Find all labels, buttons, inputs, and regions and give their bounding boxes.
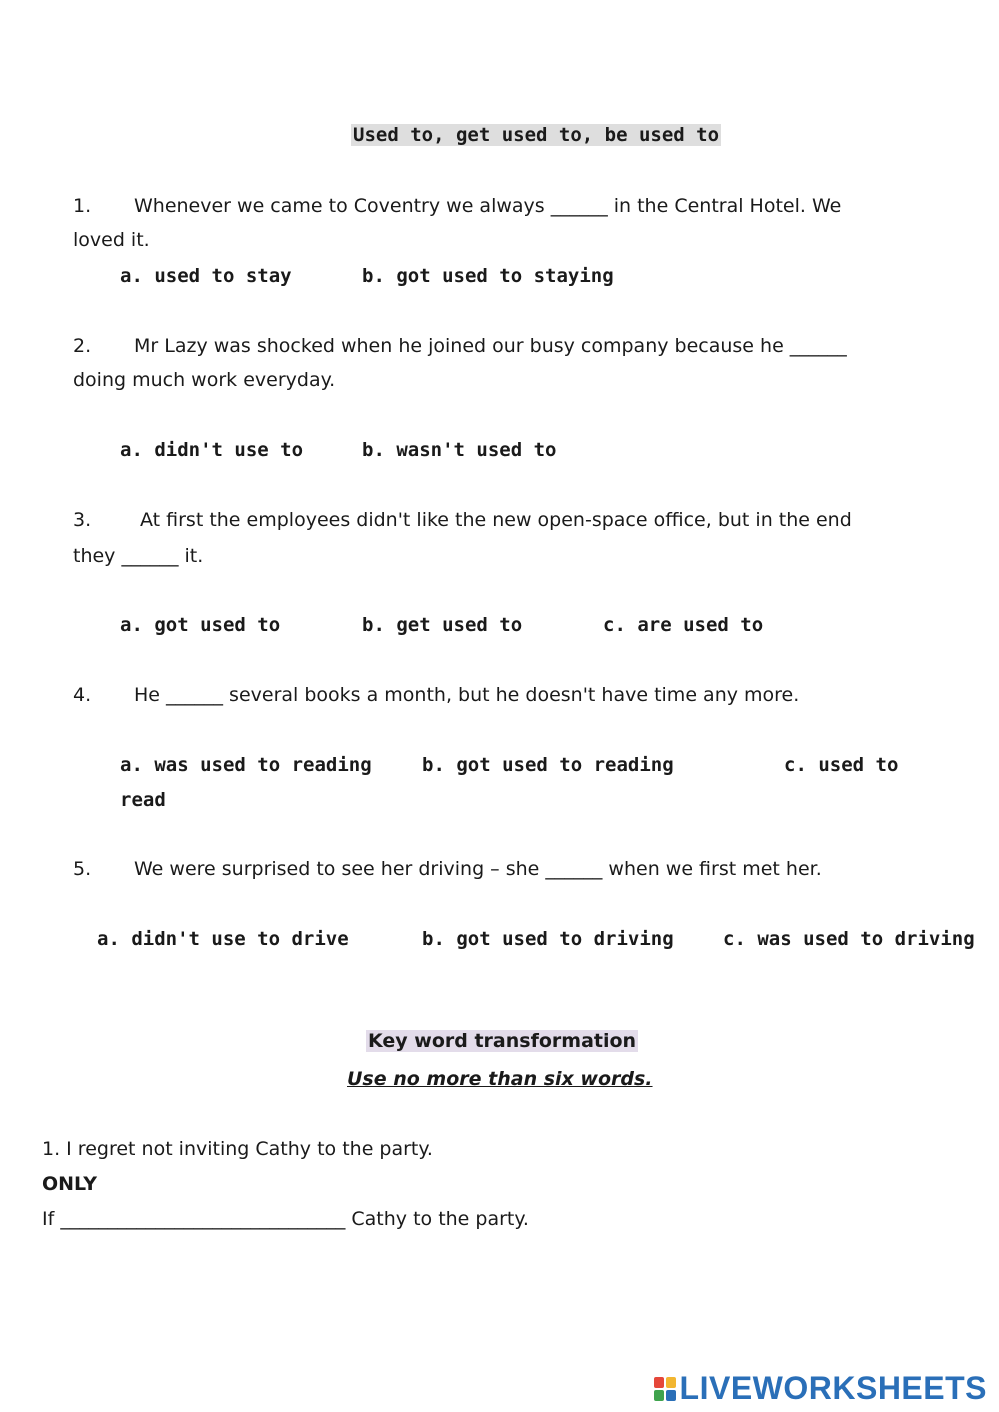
section-title-key-word-transformation: Key word transformation xyxy=(368,1030,637,1052)
question-5-option-a[interactable]: a. didn't use to drive xyxy=(97,928,349,950)
question-4-number: 4. xyxy=(73,684,92,706)
question-2-text-cont: doing much work everyday. xyxy=(73,369,336,391)
question-2-option-a[interactable]: a. didn't use to xyxy=(120,439,304,461)
transformation-prompt: 1. I regret not inviting Cathy to the party. xyxy=(42,1138,433,1160)
liveworksheets-logo-text: LIVEWORKSHEETS xyxy=(679,1370,987,1406)
question-4-option-c-cont[interactable]: read xyxy=(120,789,166,811)
question-4-option-a[interactable]: a. was used to reading xyxy=(120,754,372,776)
question-5-option-c[interactable]: c. was used to driving xyxy=(723,928,975,950)
worksheet-title: Used to, get used to, be used to xyxy=(353,124,720,146)
question-5-option-b[interactable]: b. got used to driving xyxy=(422,928,674,950)
liveworksheets-logo-icon xyxy=(654,1377,676,1401)
transformation-answer-line xyxy=(42,1208,529,1230)
question-3-option-c[interactable]: c. are used to xyxy=(603,614,764,636)
question-1-text: Whenever we came to Coventry we always ______ in the Central Hotel. We xyxy=(134,195,842,217)
question-3-option-b[interactable]: b. get used to xyxy=(362,614,523,636)
question-1-number: 1. xyxy=(73,195,92,217)
question-5-number: 5. xyxy=(73,858,92,880)
question-2-number: 2. xyxy=(73,335,92,357)
question-3-text-cont: they ______ it. xyxy=(73,545,204,567)
question-2-text: Mr Lazy was shocked when he joined our busy company because he ______ xyxy=(134,335,847,357)
transformation-keyword: ONLY xyxy=(42,1173,97,1195)
question-4-text: He ______ several books a month, but he doesn't have time any more. xyxy=(134,684,800,706)
liveworksheets-logo xyxy=(654,1370,987,1407)
question-4-option-c[interactable]: c. used to xyxy=(784,754,899,776)
question-3-text: At first the employees didn't like the new open-space office, but in the end xyxy=(140,509,852,531)
question-3-option-a[interactable]: a. got used to xyxy=(120,614,281,636)
question-1-option-a[interactable]: a. used to stay xyxy=(120,265,292,287)
question-1-option-b[interactable]: b. got used to staying xyxy=(362,265,614,287)
question-3-number: 3. xyxy=(73,509,92,531)
question-2-option-b[interactable]: b. wasn't used to xyxy=(362,439,557,461)
answer-blank-input[interactable]: ______________________________ xyxy=(60,1208,346,1230)
question-5-text: We were surprised to see her driving – she ______ when we first met her. xyxy=(134,858,822,880)
question-1-text-cont: loved it. xyxy=(73,229,150,251)
section-instruction: Use no more than six words. xyxy=(347,1068,653,1090)
answer-prefix: If xyxy=(42,1208,55,1230)
question-4-option-b[interactable]: b. got used to reading xyxy=(422,754,674,776)
answer-suffix: Cathy to the party. xyxy=(351,1208,529,1230)
